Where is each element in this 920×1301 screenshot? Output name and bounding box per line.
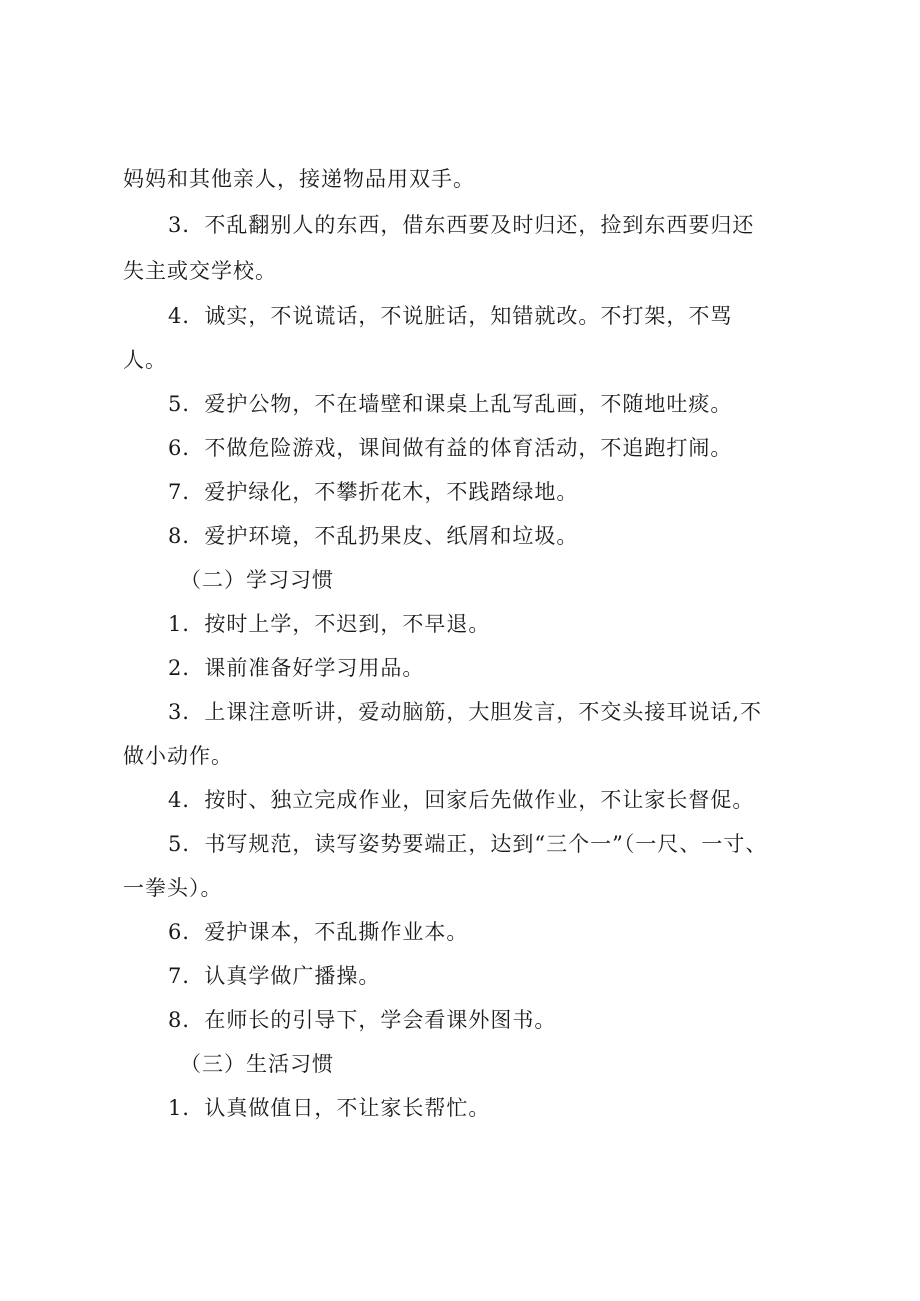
text-line-1: 妈妈和其他亲人，接递物品用双手。 [123,167,475,191]
text-line-16: 5．书写规范，读写姿势要端正，达到“三个一”（一尺、一寸、 [168,832,768,856]
text-line-19: 7．认真学做广播操。 [168,964,381,988]
text-line-13: 3．上课注意听讲，爱动脑筋，大胆发言，不交头接耳说话,不 [168,700,763,724]
text-line-22: 1．认真做值日，不让家长帮忙。 [168,1096,491,1120]
text-line-7: 6．不做危险游戏，课间做有益的体育活动，不追跑打闹。 [168,436,733,460]
text-line-12: 2．课前准备好学习用品。 [168,656,425,680]
text-line-14: 做小动作。 [123,744,233,768]
text-line-18: 6．爱护课本，不乱撕作业本。 [168,920,469,944]
text-line-20: 8．在师长的引导下，学会看课外图书。 [168,1008,557,1032]
text-line-4: 4．诚实，不说谎话，不说脏话，知错就改。不打架，不骂 [168,304,733,328]
text-line-8: 7．爱护绿化，不攀折花木，不践踏绿地。 [168,480,579,504]
text-line-9: 8．爱护环境，不乱扔果皮、纸屑和垃圾。 [168,524,579,548]
text-line-6: 5．爱护公物，不在墙壁和课桌上乱写乱画，不随地吐痰。 [168,392,733,416]
text-line-17: 一拳头）。 [123,876,223,900]
text-line-2: 3．不乱翻别人的东西，借东西要及时归还，捡到东西要归还 [168,213,755,237]
text-line-15: 4．按时、独立完成作业，回家后先做作业，不让家长督促。 [168,788,755,812]
section-heading-2: （二）学习习惯 [180,568,334,592]
section-heading-3: （三）生活习惯 [180,1052,334,1076]
text-line-11: 1．按时上学，不迟到，不早退。 [168,612,491,636]
text-line-5: 人。 [123,348,167,372]
text-line-3: 失主或交学校。 [123,259,277,283]
